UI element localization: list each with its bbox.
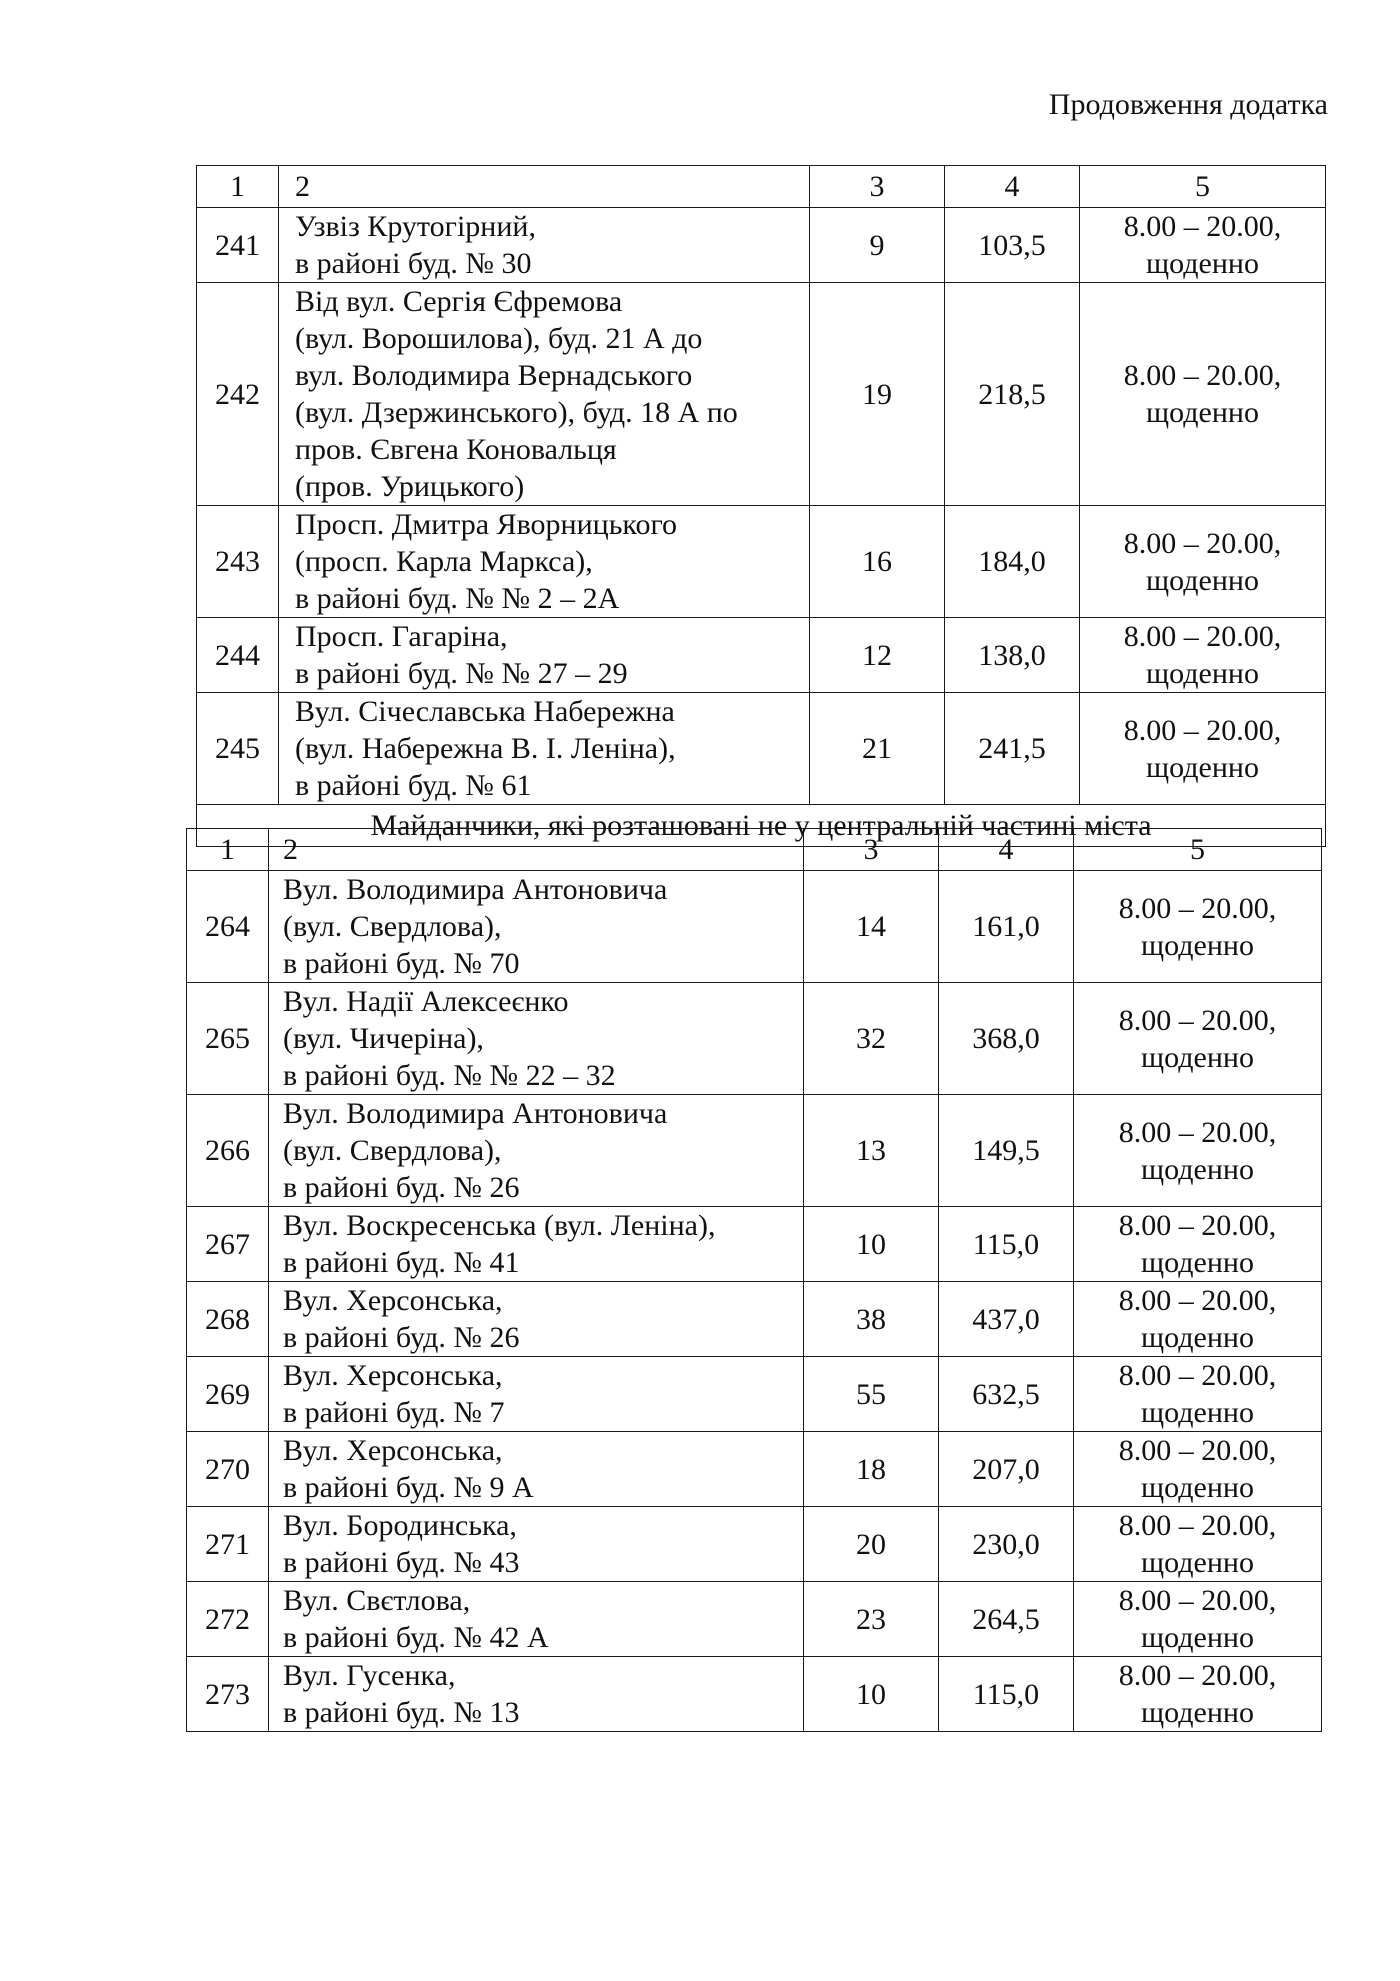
header-cell: 4	[945, 166, 1080, 208]
address-line: в районі буд. № 7	[283, 1396, 505, 1429]
address-line: Вул. Свєтлова,	[283, 1584, 471, 1617]
header-cell: 1	[197, 166, 279, 208]
address-line: Вул. Воскресенська (вул. Леніна),	[283, 1209, 716, 1242]
col4-value: 149,5	[939, 1095, 1074, 1207]
address-line: в районі буд. № 26	[283, 1321, 520, 1354]
hours-line: 8.00 – 20.00,	[1123, 620, 1282, 653]
row-number: 271	[187, 1507, 269, 1582]
header-cell: 3	[804, 829, 939, 871]
hours-cell	[1074, 1282, 1322, 1357]
col4-value: 632,5	[939, 1357, 1074, 1432]
address-cell	[279, 506, 810, 618]
col3-value: 12	[810, 618, 945, 693]
hours-cell	[1080, 283, 1326, 506]
col4-value: 207,0	[939, 1432, 1074, 1507]
address-line: Вул. Надії Алексеєнко	[283, 985, 569, 1018]
hours-line: щоденно	[1146, 657, 1259, 690]
table-row	[187, 1207, 1322, 1282]
address-line: Вул. Херсонська,	[283, 1284, 503, 1317]
hours-cell	[1074, 1432, 1322, 1507]
address-cell	[269, 1657, 804, 1732]
address-cell	[269, 983, 804, 1095]
col3-value: 10	[804, 1207, 939, 1282]
address-line: в районі буд. № № 2 – 2А	[295, 582, 620, 615]
col4-value: 161,0	[939, 871, 1074, 983]
col3-value: 13	[804, 1095, 939, 1207]
col4-value: 103,5	[945, 208, 1080, 283]
table-row	[197, 506, 1326, 618]
address-line: (вул. Свердлова),	[283, 1134, 502, 1167]
col4-value: 368,0	[939, 983, 1074, 1095]
hours-cell	[1074, 1207, 1322, 1282]
table-row	[187, 983, 1322, 1095]
hours-cell	[1074, 871, 1322, 983]
col3-value: 38	[804, 1282, 939, 1357]
row-number: 243	[197, 506, 279, 618]
hours-line: 8.00 – 20.00,	[1123, 526, 1282, 560]
hours-line: щоденно	[1146, 563, 1259, 597]
hours-line: 8.00 – 20.00,	[1118, 1434, 1277, 1467]
hours-line: щоденно	[1146, 396, 1259, 429]
address-line: в районі буд. № 41	[283, 1246, 520, 1279]
row-number: 267	[187, 1207, 269, 1282]
address-line: (вул. Чичеріна),	[283, 1022, 484, 1055]
address-line: в районі буд. № 43	[283, 1546, 520, 1579]
hours-cell	[1080, 693, 1326, 805]
table-row	[197, 618, 1326, 693]
hours-cell	[1074, 1357, 1322, 1432]
row-number: 273	[187, 1657, 269, 1732]
col4-value: 115,0	[939, 1657, 1074, 1732]
address-line: (просп. Карла Маркса),	[295, 545, 593, 578]
hours-line: 8.00 – 20.00,	[1118, 1659, 1277, 1692]
hours-cell	[1080, 618, 1326, 693]
col3-value: 9	[810, 208, 945, 283]
address-line: Вул. Херсонська,	[283, 1359, 503, 1392]
header-cell: 2	[269, 829, 804, 871]
address-cell	[269, 871, 804, 983]
row-number: 241	[197, 208, 279, 283]
col4-value: 241,5	[945, 693, 1080, 805]
row-number: 242	[197, 283, 279, 506]
address-line: в районі буд. № 42 А	[283, 1621, 549, 1654]
header-cell: 4	[939, 829, 1074, 871]
address-line: Просп. Дмитра Яворницького	[295, 508, 678, 541]
col3-value: 32	[804, 983, 939, 1095]
col4-value: 264,5	[939, 1582, 1074, 1657]
address-cell	[269, 1207, 804, 1282]
address-line: в районі буд. № 61	[295, 769, 532, 802]
address-line: (вул. Свердлова),	[283, 910, 502, 943]
col3-value: 20	[804, 1507, 939, 1582]
hours-line: 8.00 – 20.00,	[1123, 210, 1282, 243]
hours-line: щоденно	[1141, 928, 1254, 962]
address-cell	[279, 618, 810, 693]
hours-line: 8.00 – 20.00,	[1118, 1003, 1277, 1037]
address-line: Вул. Володимира Антоновича	[283, 873, 668, 906]
header-cell: 5	[1074, 829, 1322, 871]
col3-value: 23	[804, 1582, 939, 1657]
address-line: в районі буд. № 26	[283, 1171, 520, 1204]
address-line: (вул. Дзержинського), буд. 18 А по	[295, 396, 738, 429]
hours-cell	[1080, 208, 1326, 283]
hours-line: щоденно	[1146, 750, 1259, 784]
row-number: 244	[197, 618, 279, 693]
col4-value: 230,0	[939, 1507, 1074, 1582]
parking-table-central	[196, 165, 1326, 847]
address-line: в районі буд. № 70	[283, 947, 520, 980]
row-number: 265	[187, 983, 269, 1095]
hours-cell	[1074, 1507, 1322, 1582]
col3-value: 14	[804, 871, 939, 983]
col3-value: 21	[810, 693, 945, 805]
address-line: в районі буд. № 13	[283, 1696, 520, 1729]
address-line: Просп. Гагаріна,	[295, 620, 508, 653]
col4-value: 184,0	[945, 506, 1080, 618]
table-row	[187, 871, 1322, 983]
hours-cell	[1080, 506, 1326, 618]
section-title: Майданчики, які розташовані не у центральній частині міста	[197, 805, 1326, 847]
hours-line: 8.00 – 20.00,	[1123, 359, 1282, 392]
table-row	[187, 1357, 1322, 1432]
hours-line: щоденно	[1141, 1321, 1254, 1354]
hours-cell	[1074, 1095, 1322, 1207]
address-line: в районі буд. № № 27 – 29	[295, 657, 628, 690]
hours-line: щоденно	[1141, 1396, 1254, 1429]
address-line: Вул. Володимира Антоновича	[283, 1097, 668, 1130]
col3-value: 16	[810, 506, 945, 618]
col4-value: 115,0	[939, 1207, 1074, 1282]
col3-value: 18	[804, 1432, 939, 1507]
header-row	[197, 166, 1326, 208]
row-number: 270	[187, 1432, 269, 1507]
hours-line: щоденно	[1141, 1696, 1254, 1729]
table-row	[197, 283, 1326, 506]
address-cell	[269, 1507, 804, 1582]
table-row	[197, 693, 1326, 805]
col3-value: 10	[804, 1657, 939, 1732]
address-line: (вул. Ворошилова), буд. 21 А до	[295, 322, 703, 355]
address-line: (вул. Набережна В. І. Леніна),	[295, 732, 676, 765]
col3-value: 55	[804, 1357, 939, 1432]
address-cell	[279, 693, 810, 805]
hours-line: щоденно	[1146, 247, 1259, 280]
address-line: в районі буд. № 30	[295, 247, 532, 280]
address-line: Вул. Гусенка,	[283, 1659, 456, 1692]
address-cell	[279, 283, 810, 506]
hours-line: 8.00 – 20.00,	[1118, 1209, 1277, 1242]
address-line: вул. Володимира Вернадського	[295, 359, 693, 392]
col4-value: 138,0	[945, 618, 1080, 693]
header-row	[187, 829, 1322, 871]
page-heading: Продовження додатка	[1048, 88, 1328, 121]
row-number: 245	[197, 693, 279, 805]
address-line: в районі буд. № 9 А	[283, 1471, 534, 1504]
row-number: 264	[187, 871, 269, 983]
header-cell: 3	[810, 166, 945, 208]
table-row	[187, 1507, 1322, 1582]
address-cell	[279, 208, 810, 283]
hours-line: 8.00 – 20.00,	[1118, 1584, 1277, 1617]
row-number: 269	[187, 1357, 269, 1432]
table-row	[187, 1582, 1322, 1657]
table-row	[187, 1657, 1322, 1732]
hours-line: щоденно	[1141, 1040, 1254, 1074]
header-cell: 2	[279, 166, 810, 208]
table-row	[187, 1282, 1322, 1357]
hours-cell	[1074, 1582, 1322, 1657]
row-number: 266	[187, 1095, 269, 1207]
hours-line: 8.00 – 20.00,	[1118, 1284, 1277, 1317]
row-number: 268	[187, 1282, 269, 1357]
hours-line: щоденно	[1141, 1471, 1254, 1504]
hours-line: 8.00 – 20.00,	[1118, 1115, 1277, 1149]
address-cell	[269, 1432, 804, 1507]
address-line: Узвіз Крутогірний,	[295, 210, 536, 243]
header-cell: 5	[1080, 166, 1326, 208]
parking-table-noncentral	[186, 828, 1322, 1732]
address-line: Від вул. Сергія Єфремова	[295, 285, 623, 318]
hours-line: 8.00 – 20.00,	[1118, 1509, 1277, 1542]
address-line: (пров. Урицького)	[295, 470, 525, 503]
col3-value: 19	[810, 283, 945, 506]
hours-line: щоденно	[1141, 1546, 1254, 1579]
hours-cell	[1074, 1657, 1322, 1732]
table-row	[187, 1432, 1322, 1507]
address-line: Вул. Січеславська Набережна	[295, 695, 675, 728]
address-line: Вул. Бородинська,	[283, 1509, 517, 1542]
address-cell	[269, 1357, 804, 1432]
address-line: Вул. Херсонська,	[283, 1434, 503, 1467]
hours-line: щоденно	[1141, 1246, 1254, 1279]
table-row	[197, 208, 1326, 283]
hours-line: 8.00 – 20.00,	[1118, 891, 1277, 925]
row-number: 272	[187, 1582, 269, 1657]
hours-line: щоденно	[1141, 1621, 1254, 1654]
address-cell	[269, 1582, 804, 1657]
address-cell	[269, 1095, 804, 1207]
hours-cell	[1074, 983, 1322, 1095]
hours-line: 8.00 – 20.00,	[1123, 713, 1282, 747]
hours-line: 8.00 – 20.00,	[1118, 1359, 1277, 1392]
address-line: в районі буд. № № 22 – 32	[283, 1059, 616, 1092]
col4-value: 437,0	[939, 1282, 1074, 1357]
hours-line: щоденно	[1141, 1152, 1254, 1186]
col4-value: 218,5	[945, 283, 1080, 506]
address-line: пров. Євгена Коновальця	[295, 433, 617, 466]
address-cell	[269, 1282, 804, 1357]
table-row	[187, 1095, 1322, 1207]
header-cell: 1	[187, 829, 269, 871]
